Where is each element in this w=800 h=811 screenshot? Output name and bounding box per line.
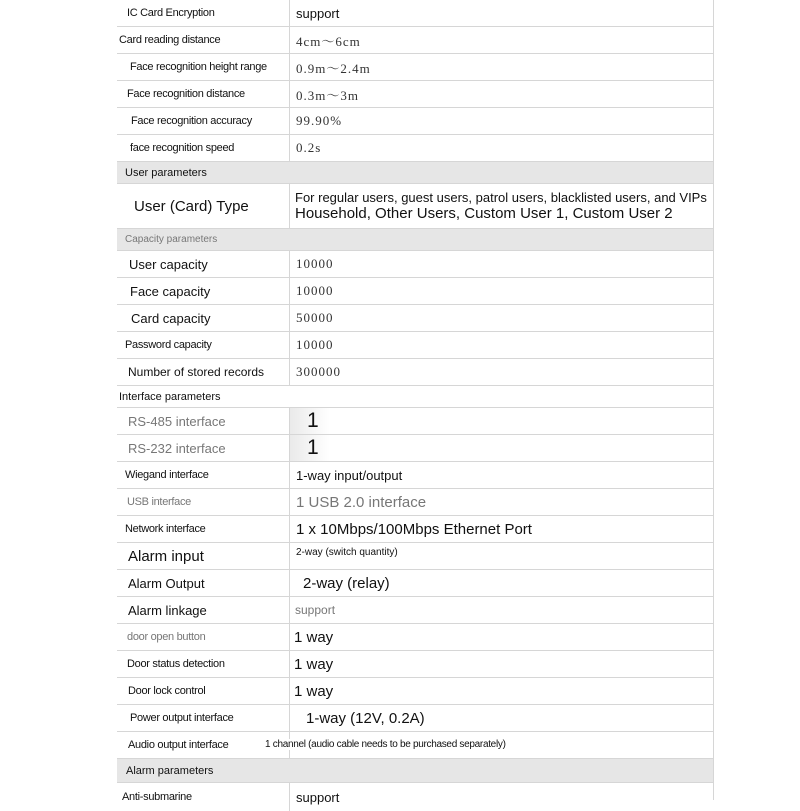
- spec-row-card-reading-distance: [117, 27, 713, 54]
- spec-row-password-capacity: [117, 332, 713, 359]
- spec-label: USB interface: [117, 489, 290, 515]
- spec-row-user-card-type: [117, 184, 713, 229]
- spec-value: 99.90%: [296, 113, 343, 128]
- spec-value: 1 way: [294, 682, 334, 700]
- spec-row-audio-output: [117, 732, 713, 759]
- spec-label: face recognition speed: [117, 135, 290, 161]
- spec-value: 0.3m～3m: [296, 87, 359, 103]
- spec-row-usb: [117, 489, 713, 516]
- spec-label: Face recognition height range: [117, 54, 290, 80]
- spec-label: Alarm Output: [117, 570, 290, 596]
- spec-label: Number of stored records: [117, 359, 290, 385]
- spec-row-network: [117, 516, 713, 543]
- section-header-interface-parameters: Interface parameters: [117, 386, 713, 408]
- spec-label: door open button: [117, 624, 290, 650]
- spec-row-alarm-linkage: [117, 597, 713, 624]
- spec-row-rs485: [117, 408, 713, 435]
- spec-label: Password capacity: [117, 332, 290, 358]
- spec-value: 1 USB 2.0 interface: [296, 493, 427, 511]
- section-header-capacity-parameters: Capacity parameters: [117, 229, 713, 251]
- spec-row-rs232: [117, 435, 713, 462]
- spec-value: support: [295, 603, 336, 617]
- spec-row-face-recognition-distance: [117, 81, 713, 108]
- spec-value: support: [296, 5, 340, 21]
- spec-row-alarm-output: [117, 570, 713, 597]
- spec-value: 4cm～6cm: [296, 33, 361, 49]
- spec-label: Anti-submarine: [117, 783, 290, 811]
- spec-row-user-capacity: [117, 251, 713, 278]
- spec-value-group: [290, 184, 713, 228]
- spec-label: Alarm input: [117, 543, 290, 569]
- spec-label: User (Card) Type: [117, 184, 290, 228]
- spec-value-line-1: For regular users, guest users, patrol users, blacklisted users, and VIPs: [295, 190, 707, 205]
- spec-value: 10000: [296, 283, 334, 298]
- spec-label: Face capacity: [117, 278, 290, 304]
- spec-label: Door lock control: [117, 678, 290, 704]
- spec-label: RS-232 interface: [117, 435, 290, 461]
- spec-label: Face recognition distance: [117, 81, 290, 107]
- section-header-alarm-parameters: Alarm parameters: [117, 759, 713, 783]
- spec-row-power-output: [117, 705, 713, 732]
- spec-value: 2-way (relay): [303, 574, 390, 592]
- spec-value: 50000: [296, 310, 334, 325]
- spec-row-ic-card-encryption: [117, 0, 713, 27]
- spec-value: 1: [290, 408, 713, 434]
- table-right-border: [713, 0, 714, 800]
- spec-row-face-height-range: [117, 54, 713, 81]
- spec-value: 2-way (switch quantity): [296, 547, 398, 558]
- spec-row-face-capacity: [117, 278, 713, 305]
- spec-value-line-2: Household, Other Users, Custom User 1, Custom User 2: [295, 205, 673, 222]
- spec-value: 1-way (12V, 0.2A): [306, 709, 425, 727]
- spec-row-card-capacity: [117, 305, 713, 332]
- spec-row-face-recognition-speed: [117, 135, 713, 162]
- spec-label: Network interface: [117, 516, 290, 542]
- spec-value: support: [296, 789, 340, 805]
- spec-value: 1 way: [294, 655, 334, 673]
- spec-label: Card reading distance: [117, 27, 290, 53]
- spec-value: 0.9m～2.4m: [296, 60, 371, 76]
- spec-label: IC Card Encryption: [117, 0, 290, 26]
- spec-label: Alarm linkage: [117, 597, 290, 623]
- spec-label: Face recognition accuracy: [117, 108, 290, 134]
- spec-row-wiegand: [117, 462, 713, 489]
- spec-value: 1-way input/output: [296, 467, 403, 483]
- section-header-user-parameters: User parameters: [117, 162, 713, 184]
- spec-value: 1 channel (audio cable needs to be purchased separately): [265, 739, 506, 750]
- spec-label: Wiegand interface: [117, 462, 290, 488]
- spec-value: 10000: [296, 256, 334, 271]
- spec-label: Audio output interface: [117, 732, 290, 758]
- spec-label: Power output interface: [117, 705, 290, 731]
- spec-row-alarm-input: [117, 543, 713, 570]
- spec-row-door-lock-control: [117, 678, 713, 705]
- spec-table: [117, 0, 713, 811]
- spec-value: 1 x 10Mbps/100Mbps Ethernet Port: [296, 520, 532, 538]
- spec-value: 1: [290, 435, 713, 461]
- spec-value: 1 way: [294, 628, 334, 646]
- spec-row-face-recognition-accuracy: [117, 108, 713, 135]
- spec-row-anti-submarine: [117, 783, 713, 811]
- spec-value: 300000: [296, 364, 341, 379]
- spec-value: 10000: [296, 337, 334, 352]
- spec-row-stored-records: [117, 359, 713, 386]
- spec-row-door-open-button: [117, 624, 713, 651]
- spec-label: RS-485 interface: [117, 408, 290, 434]
- spec-label: Card capacity: [117, 305, 290, 331]
- spec-row-door-status-detection: [117, 651, 713, 678]
- spec-value: 0.2s: [296, 140, 322, 155]
- spec-label: Door status detection: [117, 651, 290, 677]
- spec-label: User capacity: [117, 251, 290, 277]
